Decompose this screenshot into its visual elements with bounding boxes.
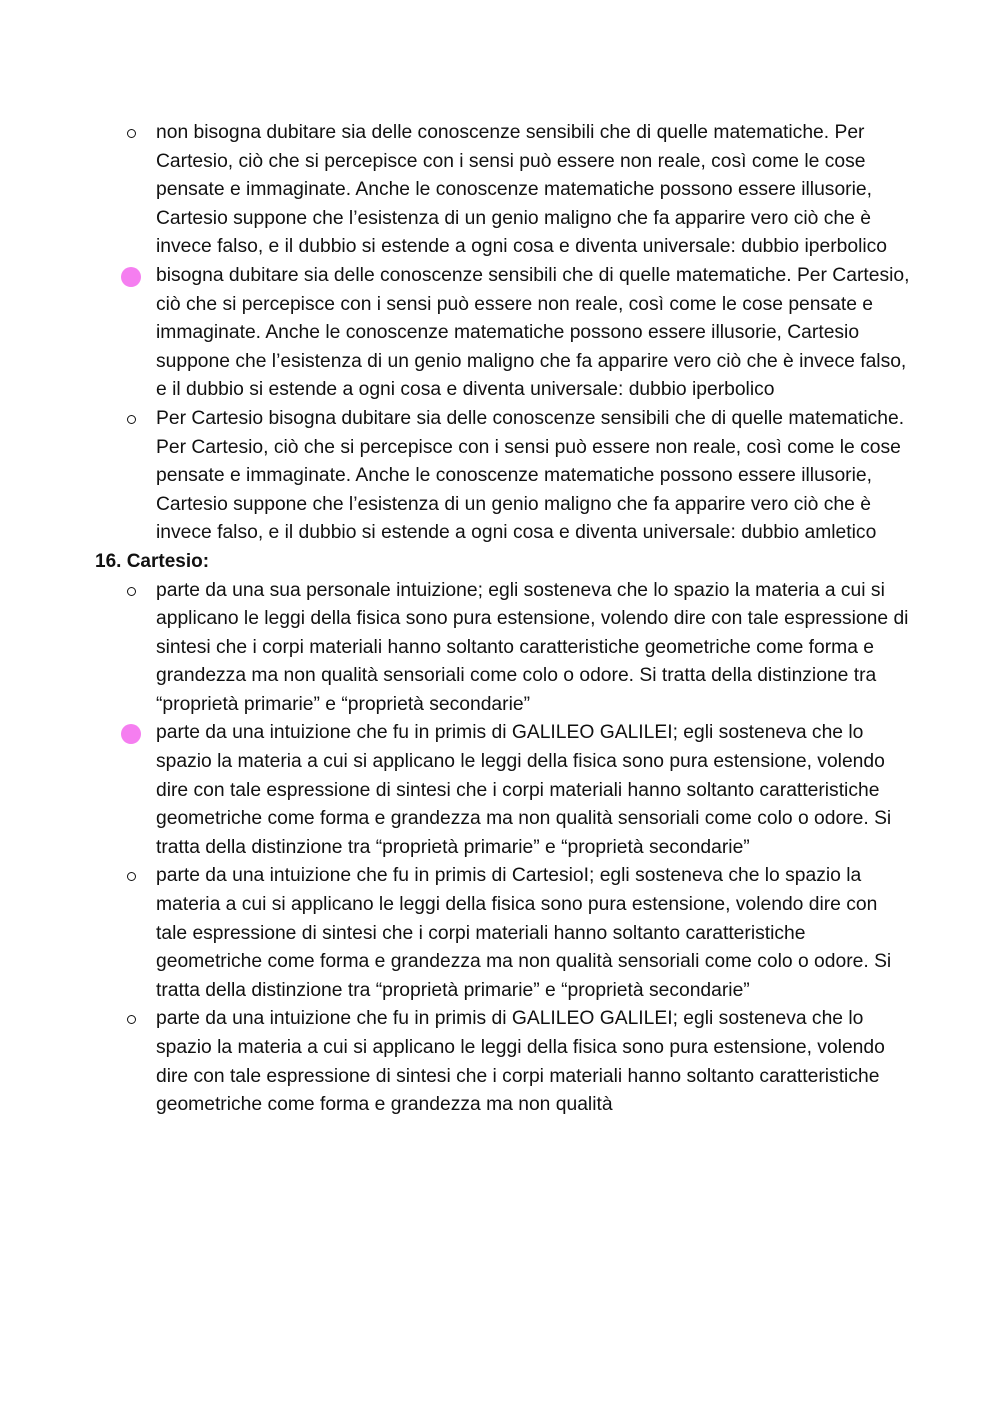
answer-option-text: Per Cartesio bisogna dubitare sia delle conoscenze sensibili che di quelle matematiche. Per Cartesio, ciò che si percepisce con i sensi può essere non reale, così come le cose pensate e immaginate. Anche le conoscenze matematiche possono essere illusorie, Cartesio suppone che l’esistenza di un genio maligno che fa apparire vero ciò che è invece falso, e il dubbio si estende a ogni cosa e diventa universale: dubbio amletico bbox=[156, 407, 905, 544]
answer-option-text: non bisogna dubitare sia delle conoscenze sensibili che di quelle matematiche. Per Cartesio, ciò che si percepisce con i sensi può essere non reale, così come le cose pensate e immaginate. Anche le conoscenze matematiche possono essere illusorie, Cartesio suppone che l’esistenza di un genio maligno che fa apparire vero ciò che è invece falso, e il dubbio si estende a ogni cosa e diventa universale: dubbio iperbolico bbox=[156, 122, 888, 258]
answer-option[interactable] bbox=[95, 862, 911, 1005]
answer-option[interactable] bbox=[95, 119, 911, 262]
quiz-content bbox=[95, 119, 915, 1120]
option-list bbox=[95, 119, 915, 548]
option-list bbox=[95, 577, 915, 1120]
answer-option-selected[interactable] bbox=[95, 719, 911, 862]
question-15-continued bbox=[95, 119, 915, 548]
answer-option[interactable] bbox=[95, 577, 911, 720]
answer-option[interactable] bbox=[95, 1005, 911, 1119]
hollow-circle-bullet-icon bbox=[95, 1005, 156, 1034]
hollow-circle-bullet-icon bbox=[95, 405, 156, 434]
selected-pink-dot-icon bbox=[95, 262, 156, 291]
answer-option[interactable] bbox=[95, 405, 911, 548]
answer-option-text: parte da una intuizione che fu in primis di CartesioI; egli sosteneva che lo spazio la materia a cui si applicano le leggi della fisica sono pura estensione, volendo dire con tale espressione di sintesi che i corpi materiali hanno soltanto caratteristiche geometriche come forma e grandezza ma non qualità sensoriali come colo o odore. Si tratta della distinzione tra “proprietà primarie” e “proprietà secondarie” bbox=[156, 865, 892, 1001]
answer-option-text: bisogna dubitare sia delle conoscenze sensibili che di quelle matematiche. Per Cartesio, ciò che si percepisce con i sensi può essere non reale, così come le cose pensate e immaginate. Anche le conoscenze matematiche possono essere illusorie, Cartesio suppone che l’esistenza di un genio maligno che fa apparire vero ciò che è invece falso, e il dubbio si estende a ogni cosa e diventa universale: dubbio iperbolico bbox=[156, 264, 910, 401]
hollow-circle-bullet-icon bbox=[95, 862, 156, 891]
answer-option-text: parte da una sua personale intuizione; egli sosteneva che lo spazio la materia a cui si applicano le leggi della fisica sono pura estensione, volendo dire con tale espressione di sintesi che i corpi materiali hanno soltanto caratteristiche geometriche come forma e grandezza ma non qualità sensoriali come colo o odore. Si tratta della distinzione tra “proprietà primarie” e “proprietà secondarie” bbox=[156, 579, 909, 715]
question-16 bbox=[95, 548, 915, 1120]
answer-option-text: parte da una intuizione che fu in primis di GALILEO GALILEI; egli sosteneva che lo spazio la materia a cui si applicano le leggi della fisica sono pura estensione, volendo dire con tale espressione di sintesi che i corpi materiali hanno soltanto caratteristiche geometriche come forma e grandezza ma non qualità bbox=[156, 1008, 885, 1116]
selected-pink-dot-icon bbox=[95, 719, 156, 748]
answer-option-selected[interactable] bbox=[95, 262, 911, 405]
hollow-circle-bullet-icon bbox=[95, 119, 156, 148]
hollow-circle-bullet-icon bbox=[95, 577, 156, 606]
question-heading: 16. Cartesio: bbox=[95, 550, 210, 572]
answer-option-text: parte da una intuizione che fu in primis di GALILEO GALILEI; egli sosteneva che lo spazio la materia a cui si applicano le leggi della fisica sono pura estensione, volendo dire con tale espressione di sintesi che i corpi materiali hanno soltanto caratteristiche geometriche come forma e grandezza ma non qualità sensoriali come colo o odore. Si tratta della distinzione tra “proprietà primarie” e “proprietà secondarie” bbox=[156, 722, 892, 858]
